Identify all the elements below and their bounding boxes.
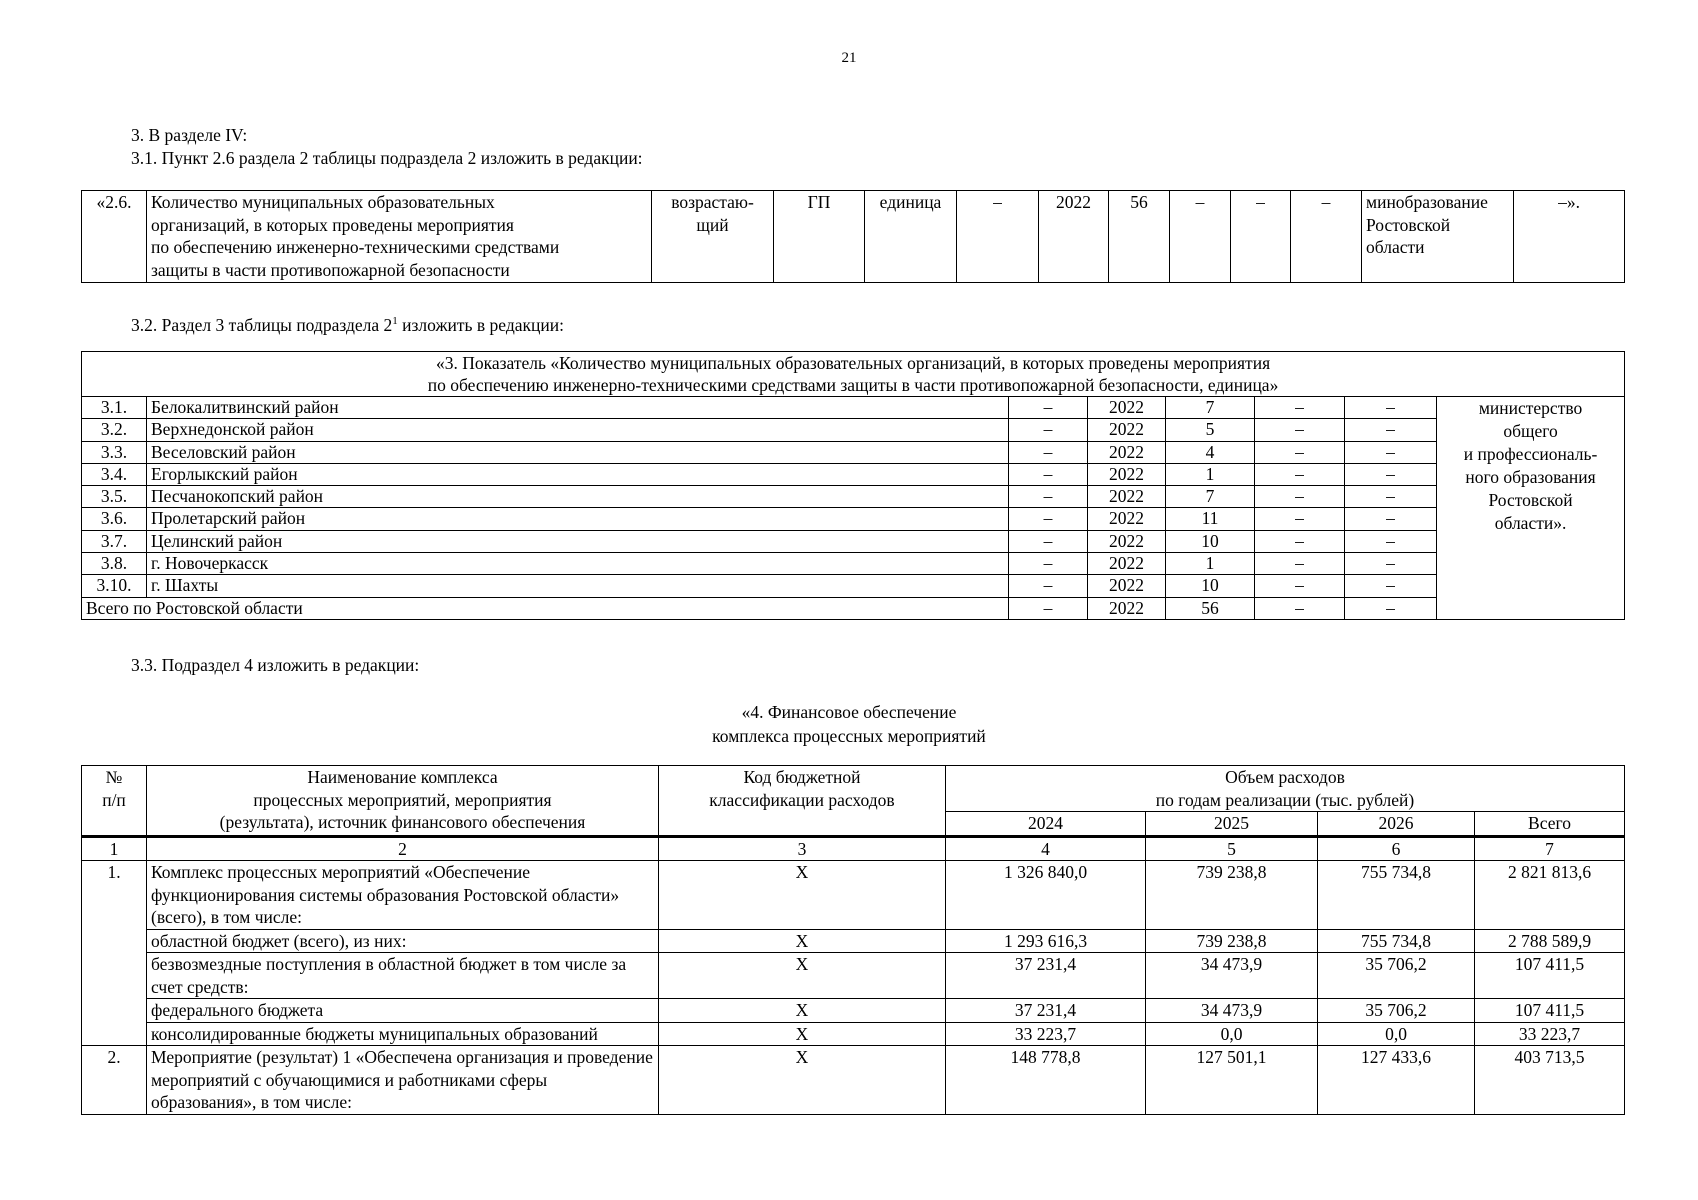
cell: – — [1009, 463, 1088, 485]
cell-year: 2022 — [1088, 441, 1166, 463]
budget-code: Х — [659, 1022, 946, 1046]
cell: – — [1009, 441, 1088, 463]
text-line: Ростовской — [1366, 214, 1451, 235]
cell: – — [1009, 597, 1088, 619]
cell: – — [1255, 530, 1345, 552]
district-name: Белокалитвинский район — [147, 397, 1009, 419]
text-line: (результата), источник финансового обеспечения — [219, 812, 586, 832]
text-line: области — [1366, 237, 1425, 257]
cell: – — [1255, 397, 1345, 419]
amount-2025: 127 501,1 — [1146, 1046, 1318, 1115]
cell: – — [1345, 397, 1437, 419]
cell: – — [1345, 486, 1437, 508]
amount-total: 107 411,5 — [1475, 953, 1625, 999]
table-row — [82, 530, 1625, 552]
cell: – — [1255, 597, 1345, 619]
col-header-volume — [946, 766, 1625, 812]
title-line: комплекса процессных мероприятий — [712, 726, 986, 746]
amount-2026: 35 706,2 — [1318, 999, 1475, 1023]
value-cell: – — [1170, 191, 1231, 283]
cell-value: 56 — [1166, 597, 1255, 619]
paragraph-3-1: 3.1. Пункт 2.6 раздела 2 таблицы подраздела 2 изложить в редакции: — [131, 148, 643, 168]
col-header-code — [659, 766, 946, 837]
amount-2026: 127 433,6 — [1318, 1046, 1475, 1115]
col-header-year: 2026 — [1318, 812, 1475, 837]
column-number: 6 — [1318, 836, 1475, 861]
cell: – — [1345, 530, 1437, 552]
district-name: Веселовский район — [147, 441, 1009, 463]
text-line: общего — [1503, 421, 1558, 441]
cell: – — [1255, 441, 1345, 463]
value-cell: – — [1291, 191, 1362, 283]
district-indicator-table — [81, 351, 1625, 620]
amount-total: 2 788 589,9 — [1475, 929, 1625, 953]
base-value: – — [957, 191, 1039, 283]
row-name: федерального бюджета — [147, 999, 659, 1023]
table-row — [82, 553, 1625, 575]
district-name: Целинский район — [147, 530, 1009, 552]
cell: – — [1345, 575, 1437, 597]
cell: – — [1345, 553, 1437, 575]
district-name: Пролетарский район — [147, 508, 1009, 530]
row-number: 3.4. — [82, 463, 147, 485]
page-number: 21 — [841, 50, 857, 66]
row-number: 3.5. — [82, 486, 147, 508]
row-name: областной бюджет (всего), из них: — [147, 929, 659, 953]
text-line: Наименование комплекса — [307, 767, 498, 787]
amount-total: 107 411,5 — [1475, 999, 1625, 1023]
text-line: по годам реализации (тыс. рублей) — [1155, 789, 1415, 810]
responsible — [1362, 191, 1514, 283]
amount-2024: 37 231,4 — [946, 999, 1146, 1023]
text-line: организаций, в которых проведены мероприятия — [151, 214, 514, 235]
total-row — [82, 597, 1625, 619]
row-number: 3.6. — [82, 508, 147, 530]
amount-2026: 755 734,8 — [1318, 861, 1475, 930]
amount-2026: 0,0 — [1318, 1022, 1475, 1046]
text-line: Код бюджетной — [743, 767, 861, 787]
cell-year: 2022 — [1088, 575, 1166, 597]
text-line: по обеспечению инженерно-техническими средствами защиты в части противопожарной безопасности, единица» — [427, 375, 1279, 395]
financing-table — [81, 765, 1625, 1115]
budget-code: Х — [659, 929, 946, 953]
text-line: щий — [696, 214, 729, 235]
cell-year: 2022 — [1088, 597, 1166, 619]
budget-code: Х — [659, 999, 946, 1023]
budget-code: Х — [659, 861, 946, 930]
cell-value: 7 — [1166, 486, 1255, 508]
cell: – — [1009, 508, 1088, 530]
cell: – — [1009, 553, 1088, 575]
column-number: 5 — [1146, 836, 1318, 861]
cell-year: 2022 — [1088, 530, 1166, 552]
row-number: 3.3. — [82, 441, 147, 463]
text-line: минобразование — [1366, 192, 1488, 212]
col-header-name — [147, 766, 659, 837]
table-row — [82, 463, 1625, 485]
paragraph-3: 3. В разделе IV: — [131, 125, 248, 145]
table-row — [82, 441, 1625, 463]
cell-value: 7 — [1166, 397, 1255, 419]
amount-2025: 34 473,9 — [1146, 999, 1318, 1023]
text-line: возрастаю- — [671, 192, 754, 212]
paragraph-3-2 — [131, 310, 564, 337]
district-name: Верхнедонской район — [147, 419, 1009, 441]
row-number: 3.7. — [82, 530, 147, 552]
col-header-year: 2024 — [946, 812, 1146, 837]
cell: – — [1009, 575, 1088, 597]
cell: – — [1255, 419, 1345, 441]
item-number: «2.6. — [82, 191, 147, 283]
indicator-table — [81, 190, 1625, 283]
column-number: 2 — [147, 836, 659, 861]
row-number: 3.2. — [82, 419, 147, 441]
table-row — [82, 999, 1625, 1023]
amount-2025: 0,0 — [1146, 1022, 1318, 1046]
table-header-row — [82, 352, 1625, 397]
value-cell: – — [1231, 191, 1291, 283]
district-name: г. Шахты — [147, 575, 1009, 597]
amount-2024: 1 293 616,3 — [946, 929, 1146, 953]
text-line: процессных мероприятий, мероприятия — [253, 789, 552, 810]
amount-2026: 35 706,2 — [1318, 953, 1475, 999]
amount-2026: 755 734,8 — [1318, 929, 1475, 953]
cell-value: 5 — [1166, 419, 1255, 441]
column-number-row — [82, 836, 1625, 861]
amount-2024: 148 778,8 — [946, 1046, 1146, 1115]
cell: – — [1345, 508, 1437, 530]
text-line: п/п — [102, 789, 126, 810]
amount-2024: 33 223,7 — [946, 1022, 1146, 1046]
district-name: г. Новочеркасск — [147, 553, 1009, 575]
trend — [652, 191, 774, 283]
cell-year: 2022 — [1088, 463, 1166, 485]
cell: – — [1345, 597, 1437, 619]
row-name: консолидированные бюджеты муниципальных образований — [147, 1022, 659, 1046]
amount-2024: 37 231,4 — [946, 953, 1146, 999]
budget-code: Х — [659, 953, 946, 999]
row-name: безвозмездные поступления в областной бюджет в том числе за счет средств: — [147, 953, 659, 999]
cell: – — [1009, 486, 1088, 508]
indicator-name — [147, 191, 652, 283]
col-header-number — [82, 766, 147, 837]
cell-value: 1 — [1166, 553, 1255, 575]
row-number: 2. — [82, 1046, 147, 1115]
section-title — [0, 700, 1698, 748]
cell: – — [1009, 397, 1088, 419]
column-number: 3 — [659, 836, 946, 861]
text: изложить в редакции: — [397, 314, 564, 335]
cell: – — [1345, 463, 1437, 485]
cell-value: 10 — [1166, 575, 1255, 597]
text-line: «3. Показатель «Количество муниципальных образовательных организаций, в которых проведены мероприятия — [435, 353, 1271, 373]
table-row — [82, 1046, 1625, 1115]
column-number: 1 — [82, 836, 147, 861]
value-cell: 56 — [1109, 191, 1170, 283]
cell-value: 11 — [1166, 508, 1255, 530]
text: 3.2. Раздел 3 таблицы подраздела 2 — [131, 314, 393, 335]
text-line: и профессиональ- — [1463, 444, 1598, 464]
responsible — [1437, 397, 1625, 620]
amount-2025: 739 238,8 — [1146, 861, 1318, 930]
cell: – — [1009, 530, 1088, 552]
text-line: министерство — [1478, 398, 1583, 418]
cell: – — [1255, 575, 1345, 597]
table-row — [82, 929, 1625, 953]
amount-2025: 739 238,8 — [1146, 929, 1318, 953]
cell: – — [1009, 419, 1088, 441]
table-row — [82, 861, 1625, 930]
text-line: Количество муниципальных образовательных — [151, 192, 495, 212]
text-line: по обеспечению инженерно-техническими средствами — [151, 237, 560, 257]
text-line: классификации расходов — [709, 789, 895, 810]
unit: единица — [865, 191, 957, 283]
amount-total: 33 223,7 — [1475, 1022, 1625, 1046]
col-header-total: Всего — [1475, 812, 1625, 837]
row-number: 3.10. — [82, 575, 147, 597]
table-header-row — [82, 766, 1625, 812]
superscript: 1 — [392, 315, 398, 327]
cell: – — [1255, 486, 1345, 508]
level: ГП — [774, 191, 865, 283]
row-name: Комплекс процессных мероприятий «Обеспечение функционирования системы образования Ростовской области» (всего), в том числе: — [147, 861, 659, 930]
district-name: Песчанокопский район — [147, 486, 1009, 508]
cell-year: 2022 — [1088, 419, 1166, 441]
budget-code: Х — [659, 1046, 946, 1115]
row-number: 3.8. — [82, 553, 147, 575]
row-number: 3.1. — [82, 397, 147, 419]
table-row — [82, 508, 1625, 530]
table-row — [82, 397, 1625, 419]
table-row — [82, 191, 1625, 283]
cell-value: 4 — [1166, 441, 1255, 463]
col-header-year: 2025 — [1146, 812, 1318, 837]
cell-value: 1 — [1166, 463, 1255, 485]
column-number: 7 — [1475, 836, 1625, 861]
text-line: защиты в части противопожарной безопасности — [151, 259, 510, 280]
row-name: Мероприятие (результат) 1 «Обеспечена организация и проведение мероприятий с обучающимися и работниками сферы образования», в том числе: — [147, 1046, 659, 1115]
district-name: Егорлыкский район — [147, 463, 1009, 485]
text-line: ного образования — [1465, 467, 1596, 487]
cell: – — [1345, 419, 1437, 441]
cell: – — [1255, 463, 1345, 485]
base-year: 2022 — [1039, 191, 1109, 283]
cell-year: 2022 — [1088, 553, 1166, 575]
table-row — [82, 419, 1625, 441]
text-line: Объем расходов — [1225, 767, 1345, 787]
table-row — [82, 953, 1625, 999]
cell: – — [1345, 441, 1437, 463]
row-number: 1. — [82, 861, 147, 1046]
table-row — [82, 575, 1625, 597]
cell-year: 2022 — [1088, 508, 1166, 530]
paragraph-3-3: 3.3. Подраздел 4 изложить в редакции: — [131, 655, 420, 675]
amount-total: 2 821 813,6 — [1475, 861, 1625, 930]
table-row — [82, 486, 1625, 508]
cell: – — [1255, 553, 1345, 575]
table-row — [82, 1022, 1625, 1046]
amount-total: 403 713,5 — [1475, 1046, 1625, 1115]
cell: – — [1255, 508, 1345, 530]
amount-2024: 1 326 840,0 — [946, 861, 1146, 930]
cell-value: 10 — [1166, 530, 1255, 552]
table-caption — [82, 352, 1625, 397]
amount-2025: 34 473,9 — [1146, 953, 1318, 999]
total-label: Всего по Ростовской области — [82, 597, 1009, 619]
column-number: 4 — [946, 836, 1146, 861]
text-line: области». — [1494, 513, 1567, 533]
cell-year: 2022 — [1088, 486, 1166, 508]
closing-mark: –». — [1514, 191, 1625, 283]
text-line: № — [105, 767, 123, 787]
text-line: Ростовской — [1488, 490, 1573, 510]
cell-year: 2022 — [1088, 397, 1166, 419]
title-line: «4. Финансовое обеспечение — [741, 702, 957, 722]
